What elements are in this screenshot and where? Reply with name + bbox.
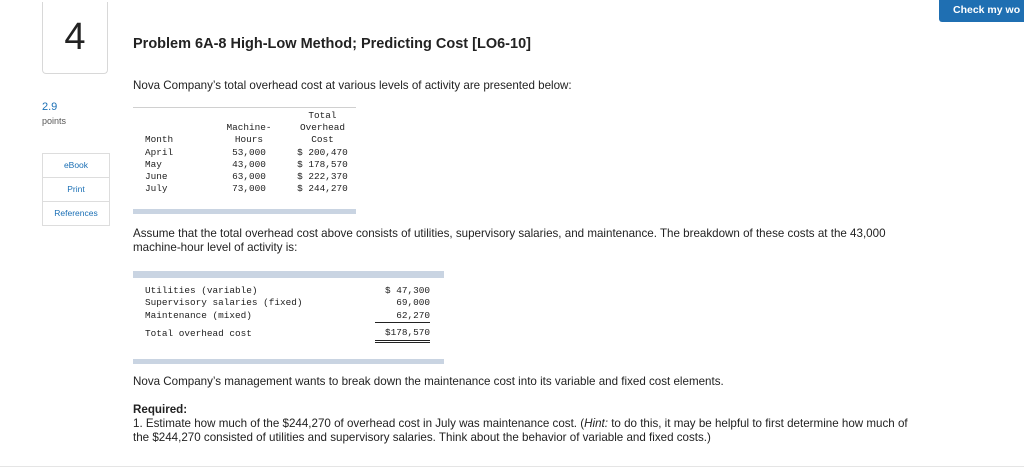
points-value: 2.9 bbox=[42, 101, 58, 113]
cell-value: 62,270 bbox=[375, 310, 430, 323]
required-heading: Required: bbox=[133, 403, 188, 416]
overhead-table bbox=[133, 107, 356, 208]
cell-cost: $ 178,570 bbox=[297, 158, 348, 170]
cell-cost: $ 244,270 bbox=[297, 183, 348, 195]
col-header: Hours bbox=[234, 134, 264, 146]
table-row bbox=[133, 159, 356, 171]
points-label: points bbox=[42, 116, 67, 126]
table-footer-bar bbox=[133, 359, 444, 364]
table-row bbox=[133, 183, 356, 195]
col-header: Cost bbox=[311, 134, 334, 146]
cost-breakdown-table bbox=[133, 271, 444, 358]
print-link[interactable]: Print bbox=[43, 178, 109, 202]
table-row bbox=[133, 147, 356, 159]
ebook-link[interactable]: eBook bbox=[43, 154, 109, 178]
cell-label: Maintenance (mixed) bbox=[145, 310, 252, 322]
required-text: 1. Estimate how much of the $244,270 of overhead cost in July was maintenance cost. ( bbox=[133, 417, 585, 430]
problem-title: Problem 6A-8 High-Low Method; Predicting Cost [LO6-10] bbox=[133, 36, 531, 52]
cell-hours: 63,000 bbox=[232, 171, 266, 183]
cell-cost: $ 200,470 bbox=[297, 146, 348, 158]
intro-text: Nova Company’s total overhead cost at various levels of activity are presented below: bbox=[133, 79, 572, 92]
required-text: to do this, it may be helpful to first determine how much of the $244,270 consisted of utilities and supervisory salaries. Think about the behavior of variable and fixed costs.) bbox=[133, 417, 908, 444]
total-row bbox=[145, 323, 430, 341]
table-footer-bar bbox=[133, 209, 356, 214]
resource-links bbox=[42, 153, 110, 226]
col-header: Month bbox=[145, 134, 174, 146]
check-my-work-button[interactable]: Check my wo bbox=[939, 0, 1024, 22]
required-item-1 bbox=[133, 417, 908, 444]
breakdown-text: Assume that the total overhead cost above consists of utilities, supervisory salaries, and maintenance. The breakdown of these costs at the 43,000 machine-hour level of activity is: bbox=[133, 227, 886, 254]
table-row bbox=[145, 285, 430, 297]
col-header: Machine- bbox=[226, 122, 272, 134]
cell-value: 69,000 bbox=[396, 297, 430, 309]
cell-month: July bbox=[145, 183, 168, 195]
cell-cost: $ 222,370 bbox=[297, 171, 348, 183]
references-link[interactable]: References bbox=[54, 208, 98, 218]
divider bbox=[0, 466, 1024, 467]
required-section bbox=[133, 403, 913, 445]
cell-hours: 43,000 bbox=[232, 158, 266, 170]
cell-label: Utilities (variable) bbox=[145, 285, 258, 296]
cell-month: May bbox=[145, 158, 162, 170]
col-header bbox=[209, 110, 289, 122]
cell-month: June bbox=[145, 171, 168, 183]
total-value: $178,570 bbox=[375, 323, 430, 341]
cell-value: $ 47,300 bbox=[384, 285, 430, 296]
hint-label: Hint: bbox=[584, 417, 608, 430]
total-label: Total overhead cost bbox=[145, 327, 252, 339]
table-row bbox=[133, 171, 356, 183]
cell-hours: 53,000 bbox=[232, 146, 266, 158]
col-header: Overhead bbox=[299, 122, 345, 134]
col-header: Total bbox=[308, 110, 337, 121]
cell-month: April bbox=[145, 146, 174, 158]
cell-label: Supervisory salaries (fixed) bbox=[145, 297, 303, 309]
table-row bbox=[145, 310, 430, 323]
question-number: 4 bbox=[42, 2, 108, 74]
table-row bbox=[145, 297, 430, 309]
management-text: Nova Company’s management wants to break down the maintenance cost into its variable and fixed cost elements. bbox=[133, 375, 724, 388]
cell-hours: 73,000 bbox=[232, 183, 266, 195]
